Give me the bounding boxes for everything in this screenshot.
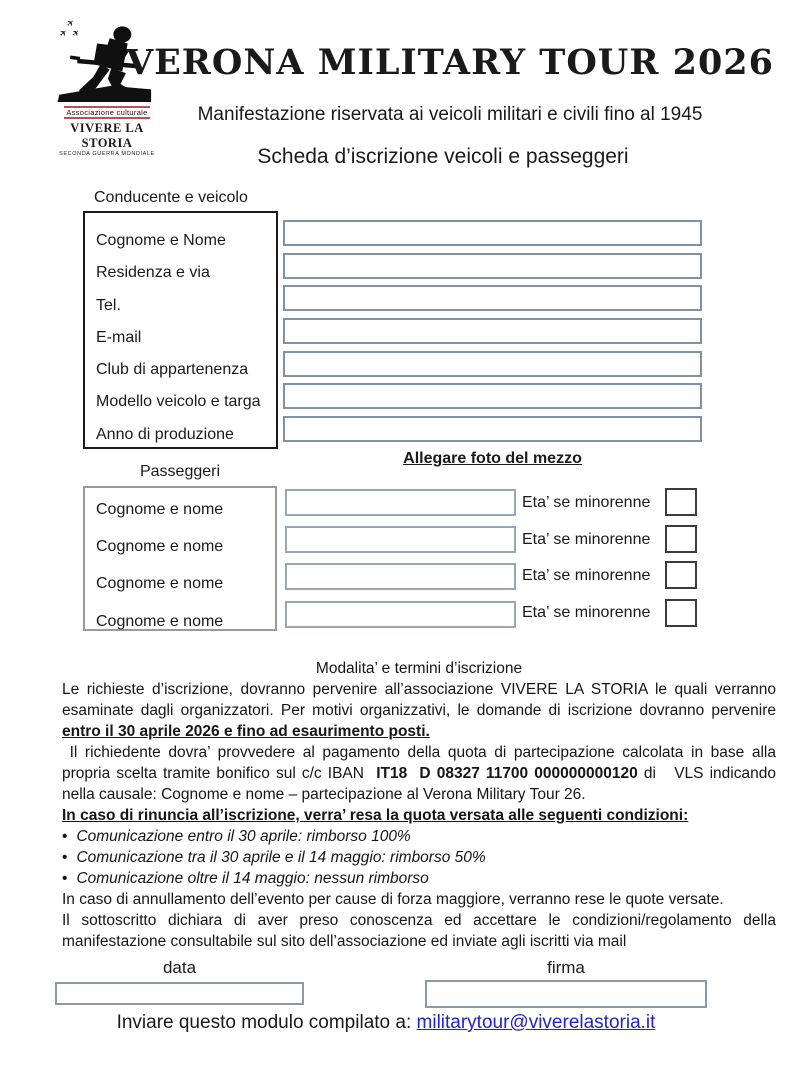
passenger-name-label: Cognome e nome [96,501,224,518]
refund-conditions-heading: In caso di rinuncia all’iscrizione, verra’ resa la quota versata alle seguenti condizioni: [62,807,689,824]
terms-paragraph-payment: Il richiedente dovra’ provvedere al pagamento della quota di partecipazione calcolata in base alla propria scelta tramite bonifico sul c/c IBAN IT18 D 08327 11700 000000000120 di VLS indicando nella causale: Cognome e nome – partecipazione al Verona Military Tour 26. [62,744,781,803]
driver-labels-box [83,211,278,449]
passenger-name-input-1[interactable] [285,489,516,516]
svg-text:✈: ✈ [69,26,83,40]
refund-bullet-3: • Comunicazione oltre il 14 maggio: nessun rimborso [62,870,429,887]
terms-heading: Modalita’ e termini d’iscrizione [315,660,523,677]
driver-field-label-surname: Cognome e Nome [96,232,226,249]
driver-field-label-phone: Tel. [96,296,121,314]
driver-email-input[interactable] [283,318,702,344]
svg-text:✈: ✈ [57,26,70,40]
send-instruction: Inviare questo modulo compilato a: militarytour@viverelastoria.it [116,1012,656,1033]
passenger-name-input-2[interactable] [285,526,516,553]
driver-section-heading: Conducente e veicolo [94,189,248,206]
svg-text:✈: ✈ [64,16,77,30]
passenger-name-input-4[interactable] [285,601,516,628]
driver-field-label-year: Anno di produzione [96,425,234,443]
age-if-minor-label: Eta’ se minorenne [522,604,651,621]
driver-club-input[interactable] [283,351,702,377]
driver-residence-input[interactable] [283,253,702,279]
passenger-name-label: Cognome e nome [96,575,224,593]
form-title: Scheda d’iscrizione veicoli e passeggeri [257,145,629,168]
passenger-name-label: Cognome e nome [96,612,224,630]
driver-field-label-club: Club di appartenenza [96,361,249,379]
signature-input[interactable] [425,980,707,1008]
attach-photo-note: Allegare foto del mezzo [403,450,582,467]
driver-field-label-residence: Residenza e via [96,264,210,282]
association-type-label: Associazione culturale [66,108,148,117]
passenger-labels-box [83,486,277,631]
terms-paragraph-deadline: Le richieste d’iscrizione, dovranno pervenire all’associazione VIVERE LA STORIA le quali verranno esaminate dagli organizzatori. Per motivi organizzativi, le domande di iscrizione dovranno pervenire entro il 30 aprile 2026 e fino ad esaurimento posti. [62,681,781,740]
deadline-emphasis: entro il 30 aprile 2026 e fino ad esaurimento posti. [62,723,430,740]
signature-label: firma [547,958,585,977]
age-if-minor-input-2[interactable] [665,525,697,553]
event-subtitle: Manifestazione riservata ai veicoli militari e civili fino al 1945 [197,104,703,125]
date-label: data [162,958,197,977]
association-subline: SECONDA GUERRA MONDIALE [59,151,155,157]
association-name: VIVERE LA STORIA [70,121,144,150]
event-title: VERONA MILITARY TOUR 2026 [125,42,775,83]
refund-bullet-2: • Comunicazione tra il 30 aprile e il 14 maggio: rimborso 50% [62,849,486,866]
terms-section [62,658,781,952]
driver-surname-input[interactable] [283,220,702,246]
refund-bullet-1: • Comunicazione entro il 30 aprile: rimborso 100% [62,828,411,845]
driver-field-label-email: E-mail [96,328,142,346]
passenger-name-input-3[interactable] [285,563,516,590]
age-if-minor-label: Eta’ se minorenne [522,567,651,584]
driver-field-label-vehicle: Modello veicolo e targa [96,393,261,411]
driver-phone-input[interactable] [283,285,702,311]
date-input[interactable] [55,982,304,1005]
iban-value: IT18 D 08327 11700 000000000120 [376,765,638,782]
terms-paragraph-cancellation: In caso di annullamento dell’evento per cause di forza maggiore, verranno rese le quote versate. [62,891,724,908]
age-if-minor-input-4[interactable] [665,599,697,627]
driver-vehicle-input[interactable] [283,383,702,409]
terms-paragraph-acceptance: Il sottoscritto dichiara di aver preso conoscenza ed accettare le condizioni/regolamento della manifestazione consultabile sul sito dell’associazione ed inviate agli iscritti via mail [62,912,781,950]
age-if-minor-input-1[interactable] [665,488,697,516]
driver-year-input[interactable] [283,416,702,442]
association-logo [50,12,164,157]
passengers-heading: Passeggeri [139,463,221,480]
passenger-name-label: Cognome e nome [96,538,224,556]
age-if-minor-input-3[interactable] [665,561,697,589]
email-link[interactable]: militarytour@viverelastoria.it [416,1012,656,1033]
age-if-minor-label: Eta’ se minorenne [522,531,651,548]
age-if-minor-label: Eta’ se minorenne [522,494,651,511]
